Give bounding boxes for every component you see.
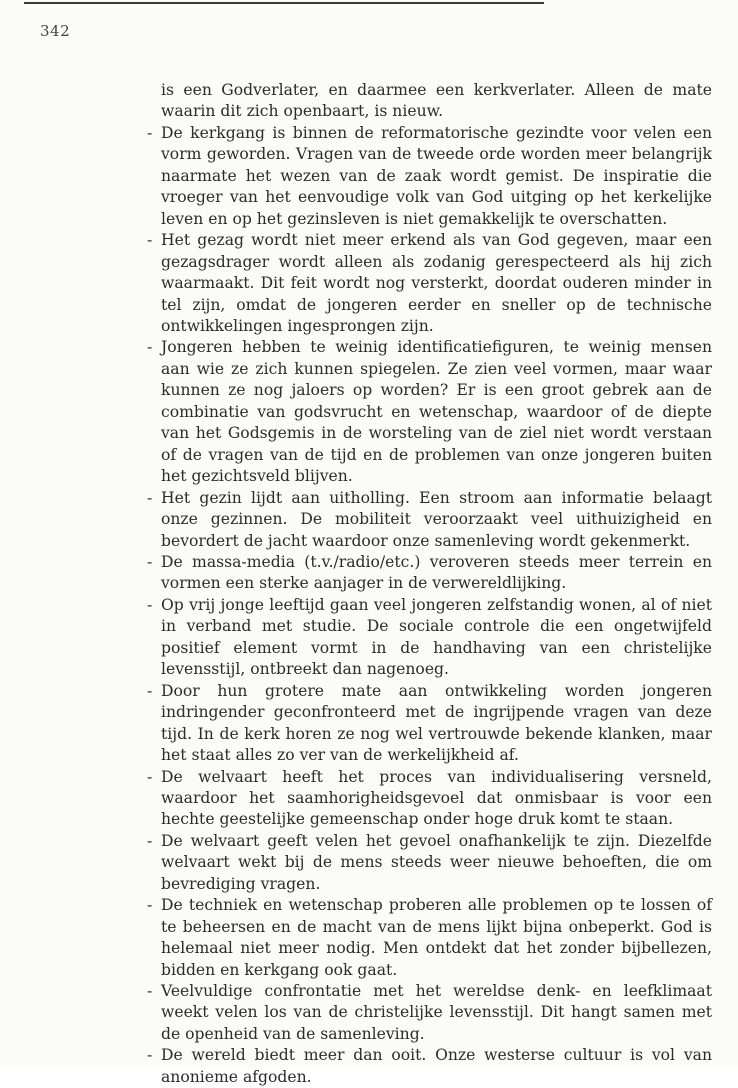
- page-number: 342: [40, 22, 71, 40]
- body-text: [147, 80, 712, 1088]
- list-item-text: De techniek en wetenschap proberen alle problemen op te lossen of te beheersen en de macht van de mens lijkt bijna onbeperkt. God is helemaal niet meer nodig. Men ontdekt dat het zonder bijbellezen, bidden en kerkgang ook gaat.: [161, 896, 712, 979]
- intro-paragraph: is een Godverlater, en daarmee een kerkverlater. Alleen de mate waarin dit zich openbaart, is nieuw.: [161, 81, 712, 121]
- bullet-dash: -: [147, 123, 153, 142]
- bullet-dash: -: [147, 681, 153, 700]
- list-item: [147, 831, 712, 895]
- list-item: [147, 488, 712, 552]
- bullet-list: [147, 123, 712, 1088]
- list-item-text: De wereld biedt meer dan ooit. Onze westerse cultuur is vol van anonieme afgoden.: [161, 1046, 712, 1086]
- bullet-dash: -: [147, 767, 153, 786]
- list-item-text: Het gezag wordt niet meer erkend als van God gegeven, maar een gezagsdrager wordt alleen als zodanig gerespecteerd als hij zich waarmaakt. Dit feit wordt nog versterkt, doordat ouderen minder in tel zijn, omdat de jongeren eerder en sneller op de technische ontwikkelingen ingesprongen zijn.: [161, 231, 712, 335]
- bullet-dash: -: [147, 1046, 153, 1065]
- bullet-dash: -: [147, 831, 153, 850]
- bullet-dash: -: [147, 338, 153, 357]
- top-rule-divider: [24, 2, 544, 4]
- list-item-text: De welvaart geeft velen het gevoel onafhankelijk te zijn. Diezelfde welvaart wekt bij de mens steeds weer nieuwe behoeften, die om bevrediging vragen.: [161, 831, 712, 893]
- list-item: [147, 595, 712, 681]
- list-item: [147, 681, 712, 767]
- list-item-text: De welvaart heeft het proces van individualisering versneld, waardoor het saamhorigheidsgevoel dat onmisbaar is voor een hechte geestelijke gemeenschap onder hoge druk komt te staan.: [161, 767, 712, 829]
- list-item: [147, 337, 712, 487]
- bullet-dash: -: [147, 231, 153, 250]
- list-item-text: De massa-media (t.v./radio/etc.) veroveren steeds meer terrein en vormen een sterke aanjager in de verwereldlijking.: [161, 552, 712, 593]
- bullet-dash: -: [147, 595, 153, 614]
- list-item-text: Veelvuldige confrontatie met het wereldse denk- en leefklimaat weekt velen los van de christelijke levensstijl. Dit hangt samen met de openheid van de samenleving.: [161, 982, 712, 1043]
- list-item-text: Door hun grotere mate aan ontwikkeling worden jongeren indringender geconfronteerd met de ingrijpende vragen van deze tijd. In de kerk horen ze nog wel vertrouwde bekende klanken, maar het staat alles zo ver van de werkelijkheid af.: [161, 681, 712, 765]
- bullet-dash: -: [147, 982, 153, 1001]
- list-item: [147, 123, 712, 230]
- list-item: [147, 981, 712, 1045]
- list-item-text: De kerkgang is binnen de reformatorische gezindte voor velen een vorm geworden. Vragen van de tweede orde worden meer belangrijk naarmate het wezen van de zaak wordt gemist. De inspiratie die vroeger van het eenvoudige volk van God uitging op het kerkelijke leven en op het gezinsleven is niet gemakkelijk te overschatten.: [161, 123, 712, 228]
- list-item: [147, 230, 712, 337]
- bullet-dash: -: [147, 896, 153, 915]
- list-item: [147, 552, 712, 595]
- bullet-dash: -: [147, 488, 153, 507]
- list-item-text: Het gezin lijdt aan uitholling. Een stroom aan informatie belaagt onze gezinnen. De mobiliteit veroorzaakt veel uithuizigheid en bevordert de jacht waardoor onze samenleving wordt gekenmerkt.: [161, 488, 712, 550]
- list-item: [147, 895, 712, 981]
- list-item: [147, 767, 712, 831]
- list-item: [147, 1045, 712, 1088]
- list-item-text: Jongeren hebben te weinig identificatiefiguren, te weinig mensen aan wie ze zich kunnen spiegelen. Ze zien veel vormen, maar waar kunnen ze nog jaloers op worden? Er is een groot gebrek aan de combinatie van godsvrucht en wetenschap, waardoor of de diepte van het Godsgemis in de worsteling van de ziel niet wordt verstaan of de vragen van de tijd en de problemen van onze jongeren buiten het gezichtsveld blijven.: [161, 338, 712, 486]
- list-item-text: Op vrij jonge leeftijd gaan veel jongeren zelfstandig wonen, al of niet in verband met studie. De sociale controle die een ongetwijfeld positief element vormt in de handhaving van een christelijke levensstijl, ontbreekt dan nagenoeg.: [161, 595, 712, 679]
- bullet-dash: -: [147, 552, 153, 571]
